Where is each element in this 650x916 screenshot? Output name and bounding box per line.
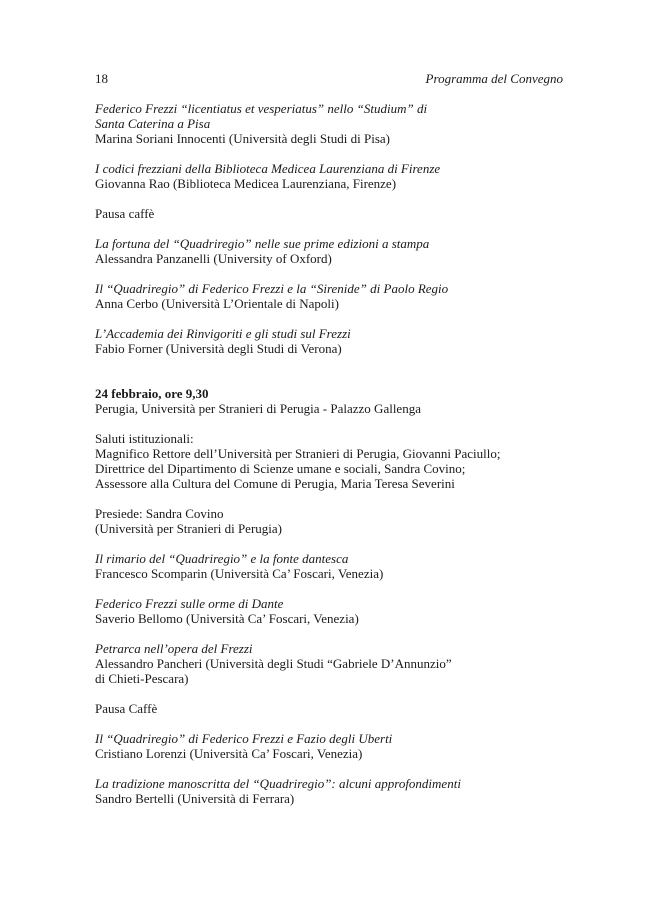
talk-title-line: Petrarca nell’opera del Frezzi	[95, 641, 253, 656]
talk-speaker-line: Sandro Bertelli (Università di Ferrara)	[95, 791, 295, 806]
program-note	[95, 506, 565, 536]
talk-title-line: I codici frezziani della Biblioteca Medicea Laurenziana di Firenze	[95, 161, 441, 176]
talk-title-line: Il rimario del “Quadriregio” e la fonte dantesca	[95, 551, 349, 566]
talk-entry	[95, 326, 565, 356]
note-line: Presiede: Sandra Covino	[95, 506, 224, 521]
talk-title-line: Federico Frezzi sulle orme di Dante	[95, 596, 284, 611]
talk-speaker-line: Cristiano Lorenzi (Università Ca’ Foscari, Venezia)	[95, 746, 363, 761]
program-note	[95, 701, 565, 716]
talk-speaker-line: Anna Cerbo (Università L’Orientale di Napoli)	[95, 296, 339, 311]
talk-entry	[95, 101, 565, 146]
note-line: Pausa caffè	[95, 206, 155, 221]
talk-title-line: La fortuna del “Quadriregio” nelle sue prime edizioni a stampa	[95, 236, 430, 251]
talk-speaker-line: Saverio Bellomo (Università Ca’ Foscari, Venezia)	[95, 611, 359, 626]
talk-title-line: La tradizione manoscritta del “Quadriregio”: alcuni approfondimenti	[95, 776, 461, 791]
talk-speaker-line: Francesco Scomparin (Università Ca’ Foscari, Venezia)	[95, 566, 384, 581]
session-heading	[95, 386, 565, 416]
talk-title-line: Il “Quadriregio” di Federico Frezzi e Fazio degli Uberti	[95, 731, 393, 746]
note-line: Direttrice del Dipartimento di Scienze umane e sociali, Sandra Covino;	[95, 461, 466, 476]
note-line: Magnifico Rettore dell’Università per Stranieri di Perugia, Giovanni Paciullo;	[95, 446, 501, 461]
talk-speaker-line: Fabio Forner (Università degli Studi di Verona)	[95, 341, 342, 356]
talk-title-line: Santa Caterina a Pisa	[95, 116, 211, 131]
talk-title-line: L’Accademia dei Rinvigoriti e gli studi sul Frezzi	[95, 326, 351, 341]
talk-title-line: Il “Quadriregio” di Federico Frezzi e la “Sirenide” di Paolo Regio	[95, 281, 449, 296]
talk-speaker-line: di Chieti-Pescara)	[95, 671, 189, 686]
talk-entry	[95, 236, 565, 266]
talk-entry	[95, 776, 565, 806]
page-number: 18	[95, 71, 108, 86]
session-venue: Perugia, Università per Stranieri di Perugia - Palazzo Gallenga	[95, 401, 421, 416]
running-head: Programma del Convegno	[425, 71, 563, 86]
note-line: Assessore alla Cultura del Comune di Perugia, Maria Teresa Severini	[95, 476, 455, 491]
talk-entry	[95, 551, 565, 581]
program-note	[95, 206, 565, 221]
talk-entry	[95, 731, 565, 761]
talk-entry	[95, 281, 565, 311]
page-header	[95, 70, 563, 88]
program-note	[95, 431, 565, 491]
talk-entry	[95, 641, 565, 686]
talk-speaker-line: Marina Soriani Innocenti (Università degli Studi di Pisa)	[95, 131, 390, 146]
talk-speaker-line: Giovanna Rao (Biblioteca Medicea Laurenziana, Firenze)	[95, 176, 397, 191]
talk-entry	[95, 596, 565, 626]
note-line: (Università per Stranieri di Perugia)	[95, 521, 282, 536]
talk-speaker-line: Alessandro Pancheri (Università degli Studi “Gabriele D’Annunzio”	[95, 656, 452, 671]
talk-speaker-line: Alessandra Panzanelli (University of Oxford)	[95, 251, 332, 266]
note-line: Pausa Caffè	[95, 701, 158, 716]
talk-entry	[95, 161, 565, 191]
note-line: Saluti istituzionali:	[95, 431, 194, 446]
session-date: 24 febbraio, ore 9,30	[95, 386, 209, 401]
talk-title-line: Federico Frezzi “licentiatus et vesperiatus” nello “Studium” di	[95, 101, 428, 116]
program-content	[95, 101, 565, 821]
